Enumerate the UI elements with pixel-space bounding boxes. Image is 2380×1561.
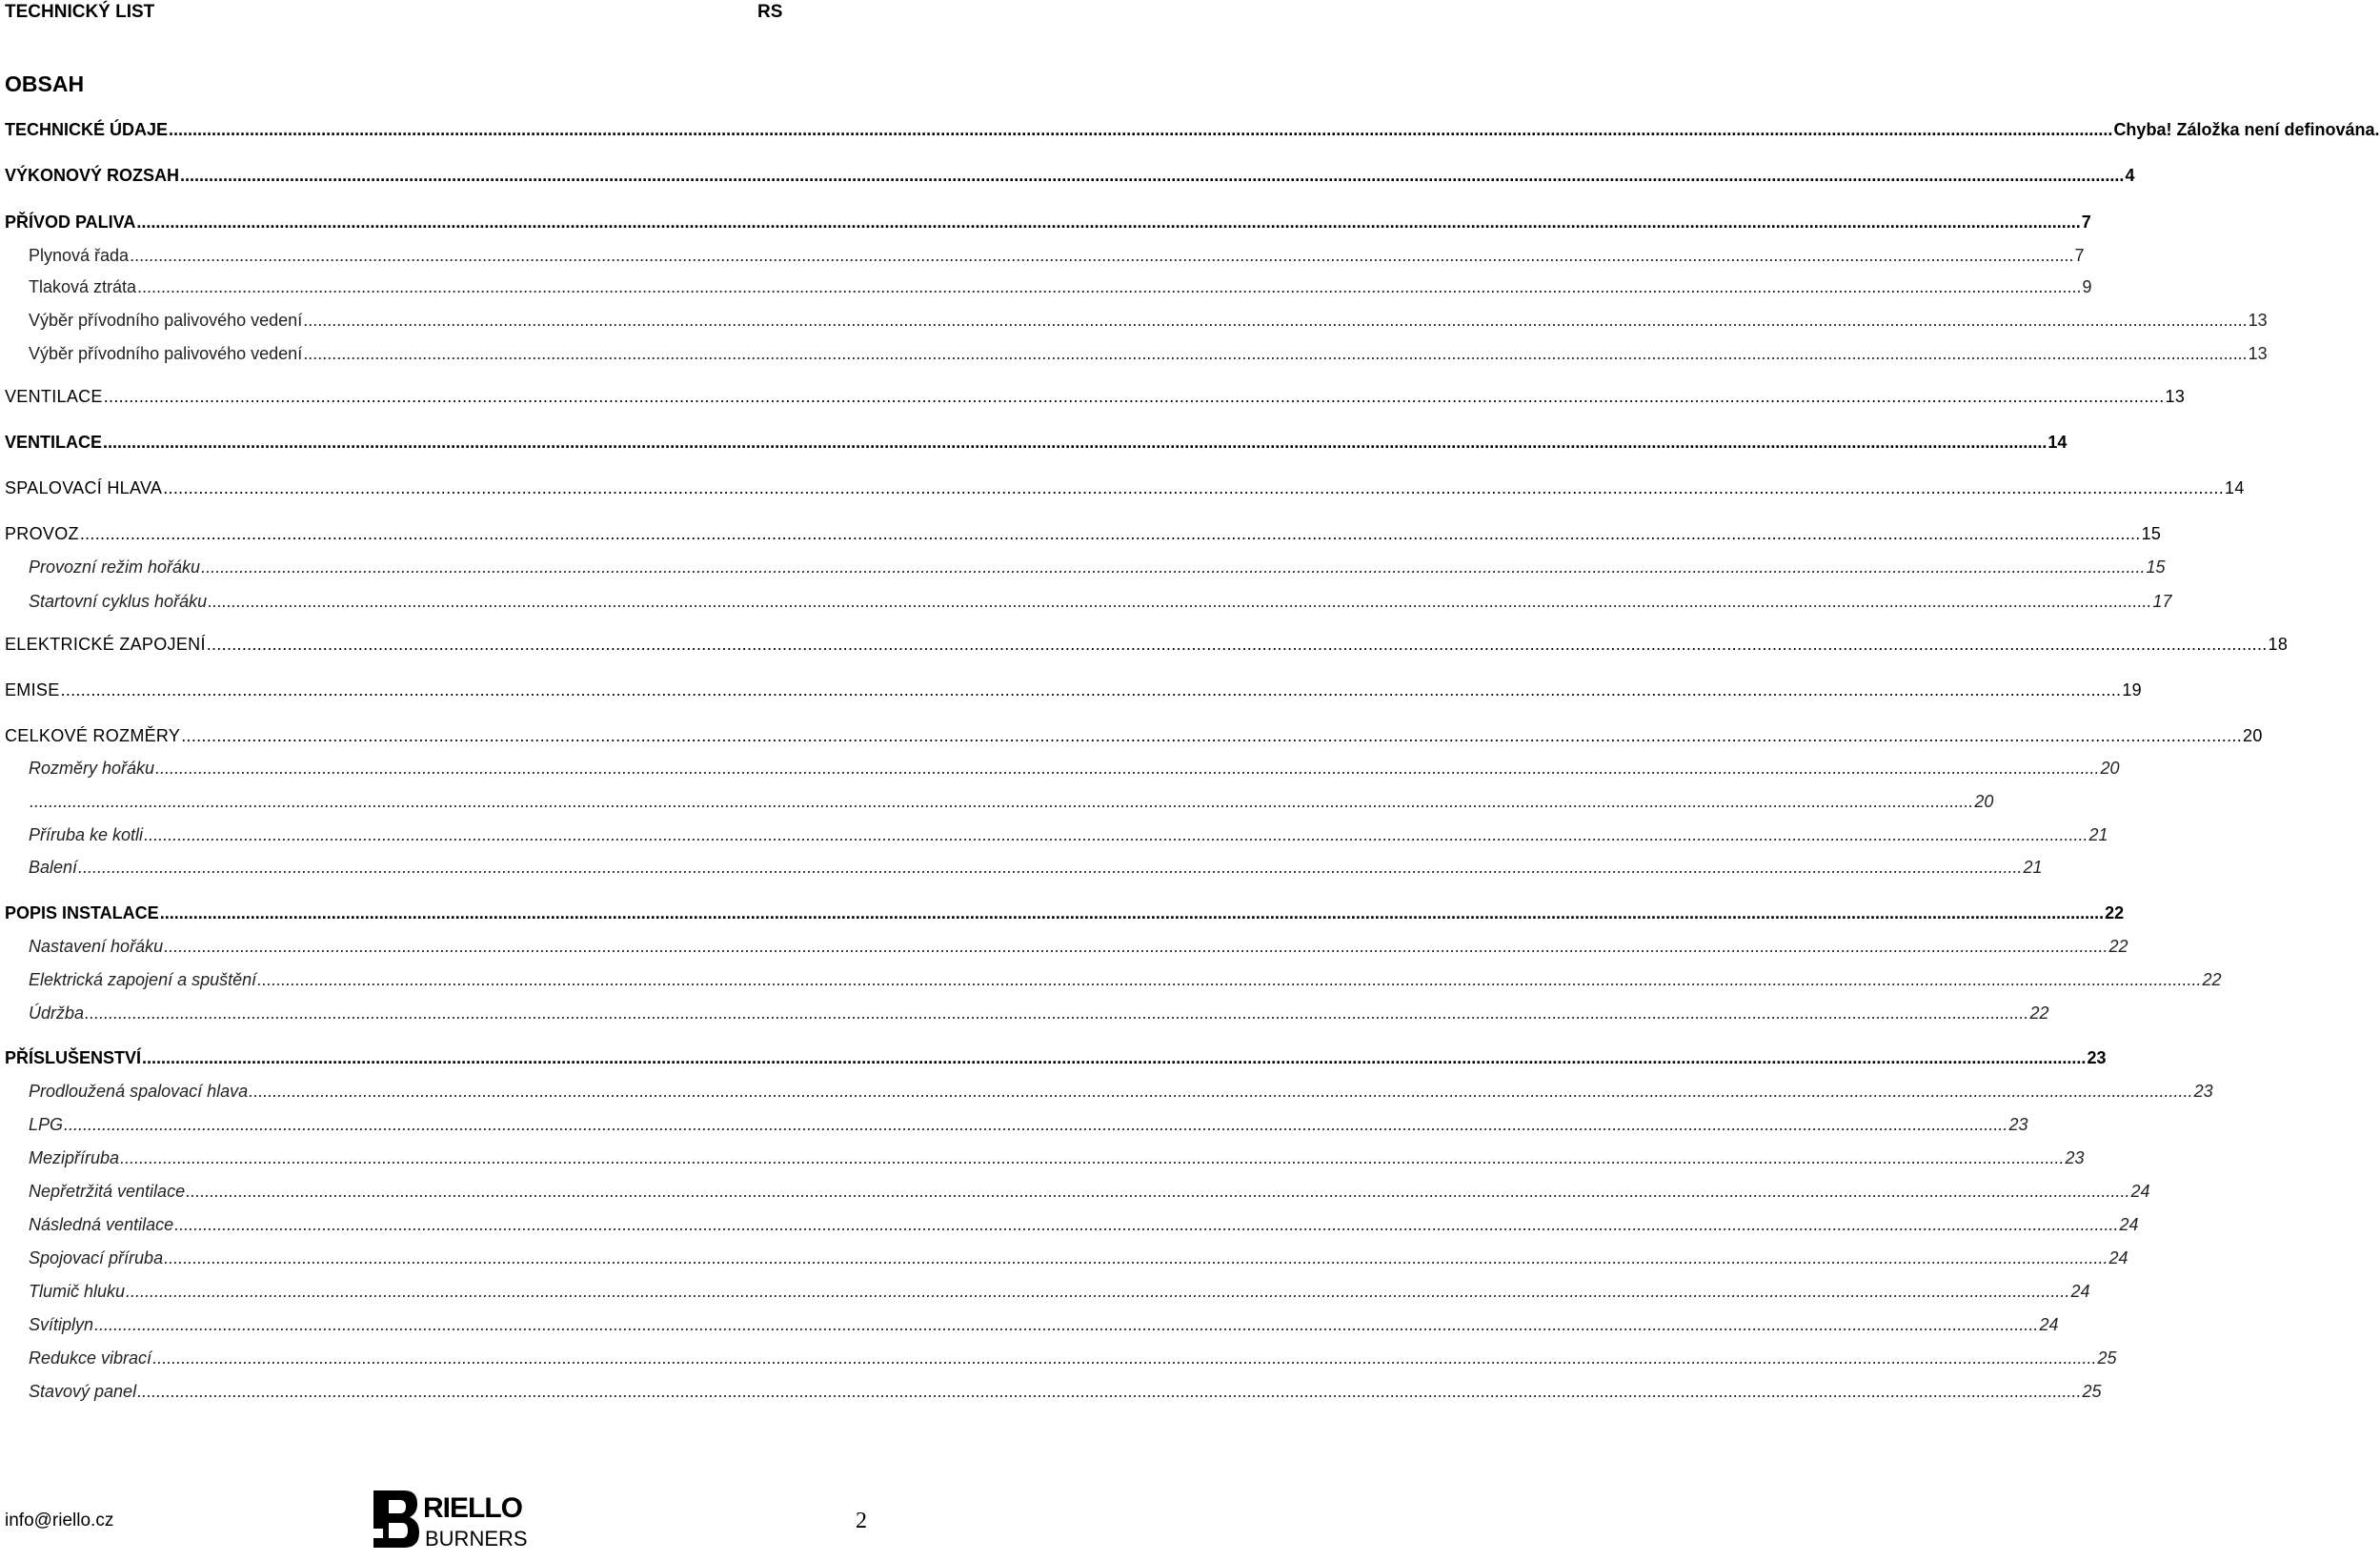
toc-dot-leader (80, 524, 2141, 544)
toc-entry-page: 15 (2146, 558, 2166, 577)
toc-dot-leader (137, 277, 2081, 297)
toc-dot-leader (126, 1282, 2069, 1302)
toc-entry[interactable] (29, 1115, 2028, 1140)
toc-entry-label: Výběr přívodního palivového vedení (29, 344, 303, 363)
toc-entry-label: Výběr přívodního palivového vedení (29, 311, 303, 330)
logo-line2: BURNERS (425, 1527, 528, 1551)
toc-entry[interactable] (5, 166, 2135, 191)
toc-entry[interactable] (29, 970, 2222, 995)
toc-entry[interactable] (5, 680, 2142, 705)
toc-entry-label: Tlumič hluku (29, 1282, 126, 1301)
riello-b-mark-icon (373, 1490, 419, 1548)
toc-entry[interactable] (5, 213, 2091, 237)
toc-dot-leader (164, 937, 2108, 957)
toc-entry-page: 22 (2202, 970, 2222, 989)
toc-entry-label: Nepřetržitá ventilace (29, 1182, 186, 1201)
toc-entry-page: 25 (2082, 1382, 2102, 1401)
toc-entry[interactable] (29, 792, 1994, 817)
toc-entry-label: Svítiplyn (29, 1315, 94, 1334)
toc-entry-page: 14 (2047, 433, 2067, 452)
toc-dot-leader (103, 433, 2047, 453)
toc-dot-leader (257, 970, 2201, 990)
toc-entry-label: PROVOZ (5, 524, 79, 543)
toc-entry-label: ELEKTRICKÉ ZAPOJENÍ (5, 635, 206, 654)
toc-entry[interactable] (29, 246, 2085, 271)
toc-entry-page: 23 (2193, 1082, 2213, 1101)
toc-dot-leader (30, 792, 1973, 812)
toc-entry-label: TECHNICKÉ ÚDAJE (5, 120, 169, 139)
toc-entry[interactable] (29, 1182, 2150, 1206)
page-header (0, 0, 915, 27)
toc-entry-page: 22 (2108, 937, 2128, 956)
toc-entry[interactable] (5, 635, 2289, 659)
toc-entry-label: Plynová řada (29, 246, 130, 265)
toc-entry[interactable] (29, 277, 2092, 302)
toc-dot-leader (207, 635, 2268, 655)
toc-entry[interactable] (5, 726, 2263, 751)
toc-entry-page: 21 (2088, 825, 2108, 844)
toc-entry-label: Prodloužená spalovací hlava (29, 1082, 249, 1101)
toc-title: OBSAH (5, 71, 85, 96)
toc-dot-leader (208, 592, 2151, 612)
header-document-type: TECHNICKÝ LIST (5, 2, 155, 22)
riello-burners-logo (370, 1485, 528, 1559)
toc-entry-page: 14 (2225, 478, 2245, 497)
toc-dot-leader (181, 726, 2242, 746)
footer-email[interactable]: info@riello.cz (5, 1510, 114, 1531)
toc-dot-leader (155, 759, 2099, 779)
toc-entry[interactable] (5, 433, 2067, 457)
toc-entry[interactable] (29, 1003, 2049, 1028)
toc-entry-label: Spojovací příruba (29, 1248, 164, 1267)
toc-entry-label: VÝKONOVÝ ROZSAH (5, 166, 180, 185)
toc-entry[interactable] (29, 344, 2268, 369)
toc-entry[interactable] (29, 311, 2268, 335)
toc-entry-label: Elektrická zapojení a spuštění (29, 970, 257, 989)
toc-entry[interactable] (29, 825, 2108, 850)
toc-entry[interactable] (5, 120, 2380, 145)
toc-entry-page: 20 (2243, 726, 2263, 745)
toc-entry-page: 9 (2082, 277, 2092, 296)
toc-entry[interactable] (29, 1082, 2213, 1106)
toc-entry-page: 21 (2023, 858, 2043, 877)
toc-entry-page: 25 (2097, 1348, 2117, 1368)
toc-dot-leader (303, 311, 2247, 331)
toc-dot-leader (144, 825, 2088, 845)
toc-entry[interactable] (29, 759, 2120, 783)
toc-entry[interactable] (29, 1148, 2085, 1173)
toc-entry-label: SPALOVACÍ HLAVA (5, 478, 163, 497)
toc-entry-page: 24 (2070, 1282, 2090, 1301)
toc-entry[interactable] (29, 1315, 2059, 1340)
toc-entry[interactable] (5, 524, 2162, 549)
toc-dot-leader (152, 1348, 2096, 1368)
toc-entry-page: 22 (2105, 903, 2125, 922)
toc-entry-page: 13 (2248, 344, 2268, 363)
toc-entry-page: 22 (2029, 1003, 2049, 1023)
toc-entry-label: Mezipříruba (29, 1148, 120, 1167)
toc-dot-leader (142, 1048, 2086, 1068)
page-number: 2 (856, 1509, 867, 1533)
toc-entry[interactable] (29, 592, 2172, 617)
toc-entry-label: Rozměry hořáku (29, 759, 155, 778)
toc-entry-page: 17 (2152, 592, 2172, 611)
toc-dot-leader (164, 1248, 2108, 1268)
toc-entry-label: Stavový panel (29, 1382, 137, 1401)
toc-dot-leader (169, 120, 2112, 140)
toc-entry-page: 20 (1974, 792, 1994, 811)
toc-dot-leader (201, 558, 2145, 578)
toc-entry-label: Příruba ke kotli (29, 825, 144, 844)
toc-entry-label: VENTILACE (5, 387, 103, 406)
toc-entry[interactable] (5, 1048, 2107, 1073)
toc-entry[interactable] (29, 858, 2043, 882)
toc-dot-leader (137, 1382, 2081, 1402)
toc-dot-leader (120, 1148, 2064, 1168)
toc-entry-label: PŘÍSLUŠENSTVÍ (5, 1048, 142, 1067)
toc-entry-page: 4 (2125, 166, 2135, 185)
toc-dot-leader (104, 387, 2165, 407)
toc-entry[interactable] (29, 1282, 2090, 1307)
toc-dot-leader (249, 1082, 2192, 1102)
logo-line1: RIELLO (423, 1492, 522, 1524)
toc-dot-leader (94, 1315, 2038, 1335)
toc-entry-label: Následná ventilace (29, 1215, 174, 1234)
toc-entry-label: Balení (29, 858, 78, 877)
toc-entry-label: Údržba (29, 1003, 85, 1023)
toc-dot-leader (78, 858, 2022, 878)
toc-dot-leader (64, 1115, 2007, 1135)
toc-entry[interactable] (5, 387, 2186, 412)
toc-entry-label: EMISE (5, 680, 60, 699)
toc-entry-page: 24 (2119, 1215, 2139, 1234)
toc-entry-label: PŘÍVOD PALIVA (5, 213, 136, 232)
toc-entry-label: Redukce vibrací (29, 1348, 152, 1368)
toc-entry-label: Nastavení hořáku (29, 937, 164, 956)
toc-entry-page: 7 (2074, 246, 2085, 265)
toc-entry-label: VENTILACE (5, 433, 103, 452)
toc-entry-page: 20 (2100, 759, 2120, 778)
toc-entry-page: 24 (2108, 1248, 2128, 1267)
toc-entry-page: Chyba! Záložka není definována. (2113, 120, 2380, 139)
toc-entry[interactable] (29, 937, 2128, 962)
toc-dot-leader (85, 1003, 2028, 1024)
toc-dot-leader (174, 1215, 2118, 1235)
toc-dot-leader (303, 344, 2247, 364)
toc-entry[interactable] (29, 1248, 2128, 1273)
toc-entry-page: 24 (2039, 1315, 2059, 1334)
toc-dot-leader (130, 246, 2073, 266)
toc-entry[interactable] (5, 903, 2125, 928)
toc-entry-page: 24 (2130, 1182, 2150, 1201)
toc-entry-page: 7 (2081, 213, 2091, 232)
toc-entry-page: 13 (2165, 387, 2186, 406)
toc-entry-label: CELKOVÉ ROZMĚRY (5, 726, 181, 745)
toc-dot-leader (163, 478, 2224, 498)
toc-entry-label: LPG (29, 1115, 64, 1134)
toc-entry[interactable] (29, 1382, 2102, 1407)
toc-dot-leader (186, 1182, 2129, 1202)
toc-dot-leader (160, 903, 2104, 923)
toc-entry-page: 13 (2248, 311, 2268, 330)
toc-entry-page: 19 (2122, 680, 2142, 699)
toc-entry-page: 23 (2087, 1048, 2107, 1067)
toc-entry[interactable] (29, 1215, 2139, 1240)
toc-dot-leader (136, 213, 2080, 233)
toc-dot-leader (180, 166, 2124, 186)
toc-entry-page: 23 (2008, 1115, 2028, 1134)
toc-entry-page: 23 (2065, 1148, 2085, 1167)
toc-entry-label: Provozní režim hořáku (29, 558, 201, 577)
toc-entry[interactable] (29, 558, 2166, 582)
toc-entry-label: POPIS INSTALACE (5, 903, 159, 922)
header-model: RS (757, 2, 783, 22)
toc-dot-leader (61, 680, 2122, 700)
toc-entry-page: 18 (2268, 635, 2289, 654)
toc-entry[interactable] (29, 1348, 2117, 1373)
toc-entry-page: 15 (2141, 524, 2162, 543)
toc-entry-label: Startovní cyklus hořáku (29, 592, 208, 611)
toc-entry[interactable] (5, 478, 2245, 503)
toc-entry-label: Tlaková ztráta (29, 277, 137, 296)
